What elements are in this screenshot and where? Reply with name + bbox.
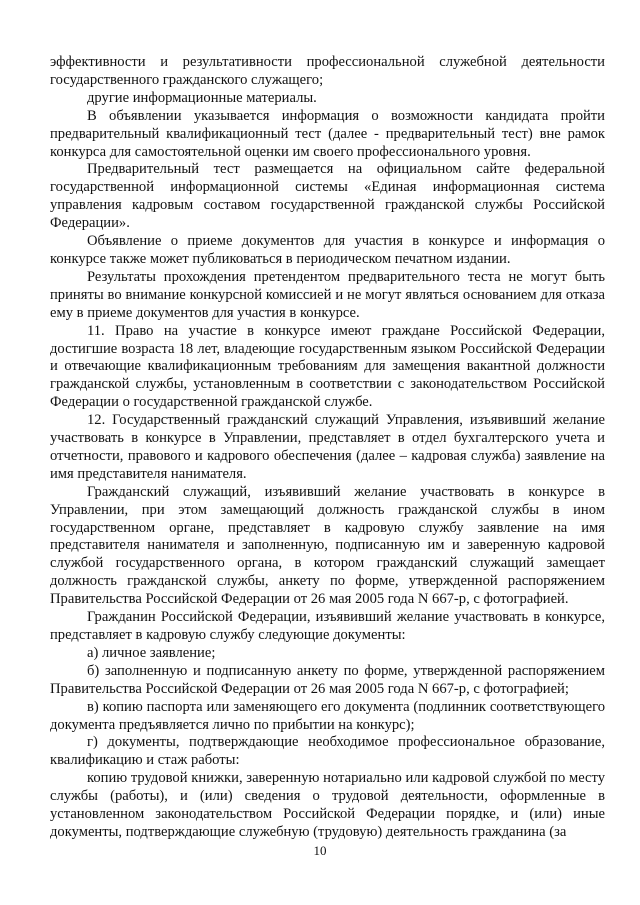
document-body — [50, 54, 605, 842]
paragraph-item-11: 11. Право на участие в конкурсе имеют граждане Российской Федерации, достигшие возраста 18 лет, владеющие государственным языком Российской Федерации и отвечающие квалификационным требованиям для замещения вакантной должности гражданской службы, установленным в соответствии с законодательством Российской Федерации о государственной гражданской службе. — [50, 322, 605, 411]
paragraph-item-12: 12. Государственный гражданский служащий Управления, изъявивший желание участвовать в конкурсе в Управлении, представляет в отдел бухгалтерского учета и отчетности, правового и кадрового обеспечения (далее – кадровая служба) заявление на имя представителя нанимателя. — [50, 412, 605, 482]
paragraph-test-results: Результаты прохождения претендентом предварительного теста не могут быть приняты во внимание конкурсной комиссией и не могут являться основанием для отказа ему в приеме документов для участия в конкурсе. — [50, 268, 605, 321]
paragraph-continuation: эффективности и результативности профессиональной служебной деятельности государственного гражданского служащего; — [50, 54, 605, 88]
paragraph-work-book-copy: копию трудовой книжки, заверенную нотариально или кадровой службой по месту службы (работы), и (или) сведения о трудовой деятельности, оформленные в установленном законодательством Российской Федерации порядке, и (или) иные документы, подтверждающие служебную (трудовую) деятельность гражданина (за — [50, 770, 605, 840]
list-item-c: в) копию паспорта или заменяющего его документа (подлинник соответствующего документа предъявляется лично по прибытии на конкурс); — [50, 698, 605, 733]
list-item-d: г) документы, подтверждающие необходимое профессиональное образование, квалификацию и стаж работы: — [50, 734, 605, 769]
paragraph-citizen-documents: Гражданин Российской Федерации, изъявивший желание участвовать в конкурсе, представляет в кадровую службу следующие документы: — [50, 609, 605, 643]
page-number: 10 — [313, 843, 327, 858]
list-item-b: б) заполненную и подписанную анкету по форме, утвержденной распоряжением Правительства Российской Федерации от 26 мая 2005 года N 667-р, с фотографией; — [50, 662, 605, 697]
paragraph-announcement-publication: Объявление о приеме документов для участия в конкурсе и информация о конкурсе также может публиковаться в периодическом печатном издании. — [50, 233, 605, 267]
paragraph-other-materials: другие информационные материалы. — [87, 89, 317, 106]
paragraph-civil-servant-other-body: Гражданский служащий, изъявивший желание участвовать в конкурсе в Управлении, при этом замещающий должность гражданской службы в ином государственном органе, представляет в кадровую службу заявление на имя представителя нанимателя и заполненную, подписанную им и заверенную кадровой службой государственного органа, в котором гражданский служащий замещает должность гражданской службы, анкету по форме, утвержденной распоряжением Правительства Российской Федерации от 26 мая 2005 года N 667-р, с фотографией. — [50, 483, 605, 608]
list-item-a: а) личное заявление; — [87, 644, 216, 661]
paragraph-test-placement: Предварительный тест размещается на официальном сайте федеральной государственной информационной системы «Единая информационная система управления кадровым составом государственной гражданской службы Российской Федерации». — [50, 161, 605, 232]
paragraph-preliminary-test-info: В объявлении указывается информация о возможности кандидата пройти предварительный квалификационный тест (далее - предварительный тест) вне рамок конкурса для самостоятельной оценки им своего профессионального уровня. — [50, 107, 605, 160]
